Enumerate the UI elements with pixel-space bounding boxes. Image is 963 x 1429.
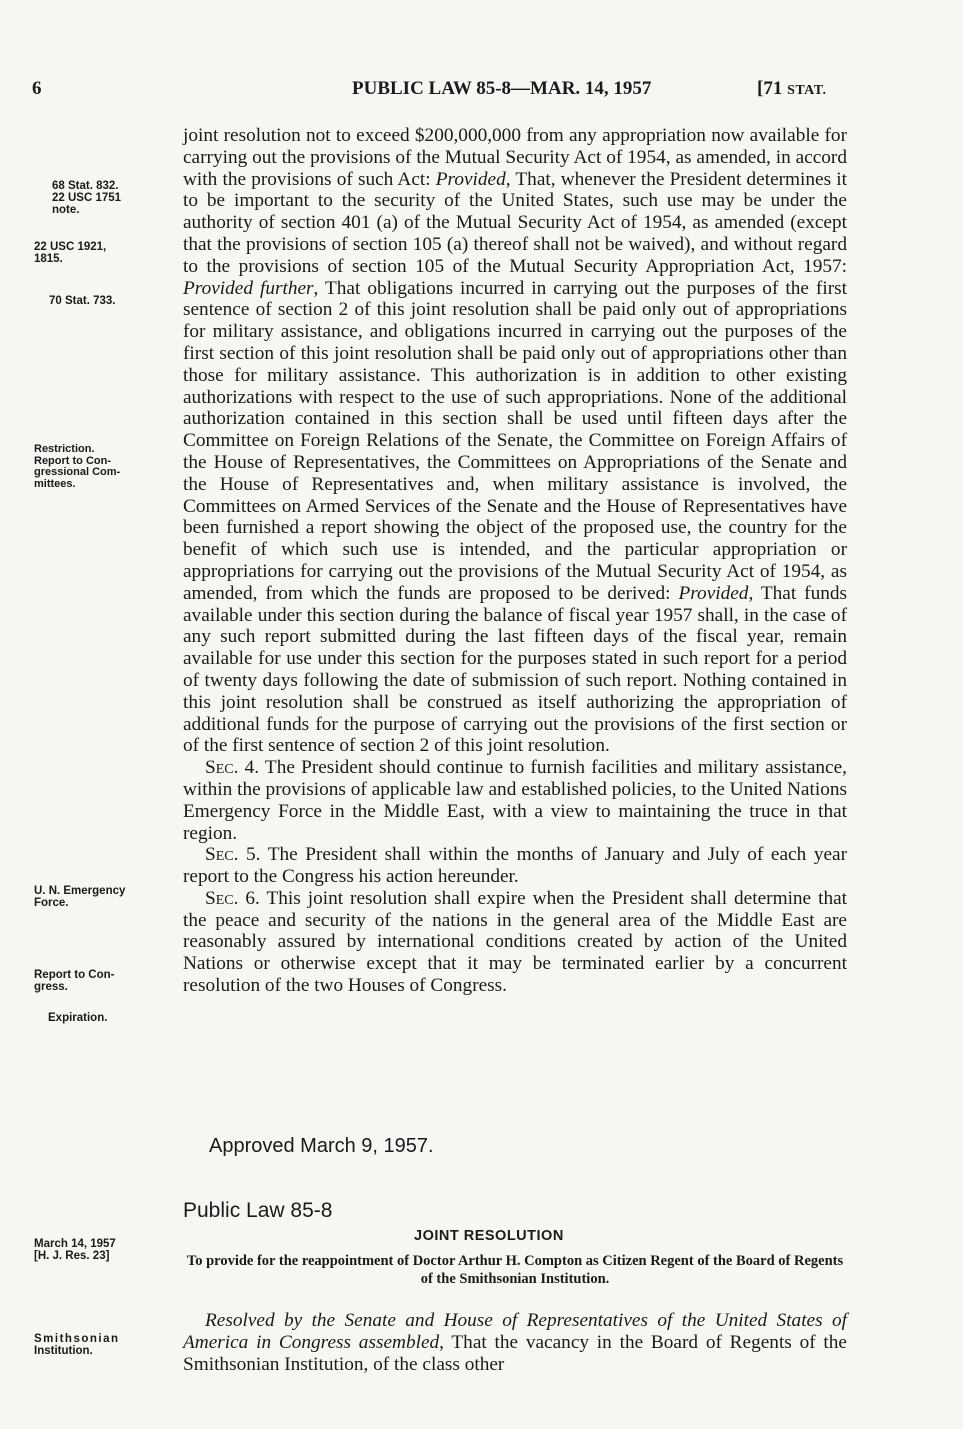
margin-note-date [34, 1238, 174, 1262]
margin-note-line: Smithsonian [34, 1333, 120, 1345]
margin-note-expiration [34, 1012, 188, 1024]
enacting-clause [183, 1310, 847, 1376]
margin-note-68-stat [34, 180, 174, 216]
margin-note-line: U. N. Emergency [34, 885, 126, 897]
text-span: The President should continue to furnish facilities and military assistance, within the provisions of applicable law and established policies, to the United Nations Emergency Force in the Middle East, with a view to maintaining the truce in that region. [183, 757, 847, 844]
section-label: Sec. 5. [205, 844, 261, 866]
joint-resolution-heading: JOINT RESOLUTION [414, 1228, 564, 1244]
text-span: , That funds available under this section during the balance of fiscal year 1957 shall, in the case of any such report submitted during the last fifteen days of the fiscal year, remain available for use under this section for the purposes stated in such report for a period of twenty days following the date of submission of such report. Nothing contained in this joint resolution shall be construed as itself authorizing the appropriation of additional funds for the purpose of carrying out the provisions of the first section or of the first sentence of section 2 of this joint resolution. [183, 582, 847, 757]
margin-note-smithsonian [34, 1333, 174, 1357]
margin-note-line: 22 USC 1751 [52, 192, 122, 204]
margin-note-line: Restriction. [34, 443, 95, 455]
text-span: joint resolution not to exceed $200,000,000 from any appropriation now available for carrying out the provisions of the Mutual Security Act of 1954, as amended, in accord with the provisions of such Act: [183, 125, 847, 190]
margin-note-line: Report to Con- [34, 969, 115, 981]
section-6 [183, 888, 847, 997]
margin-note-un-force [34, 885, 174, 909]
margin-note-line: 1815. [34, 253, 63, 265]
margin-note-70-stat [34, 295, 189, 307]
approved-date: Approved March 9, 1957. [209, 1135, 434, 1157]
text-span: , That, whenever the President determines it to be important to the security of the United States, such use may be under the authority of section 401 (a) of the Mutual Security Act of 1954, as amended (except that the provisions of section 105 (a) thereof shall not be waived), and without regard to the provisions of section 105 of the Mutual Security Appropriation Act, 1957: [183, 168, 847, 277]
margin-note-line: Institution. [34, 1345, 93, 1357]
italic-provided-further: Provided further [183, 277, 314, 299]
enacting-italic: Resolved by the Senate and House of Representatives of the United States of America in Congress assembled [183, 1310, 847, 1353]
italic-provided: Provided [678, 582, 749, 604]
margin-note-line: 68 Stat. 832. [52, 180, 119, 192]
running-title: PUBLIC LAW 85-8—MAR. 14, 1957 [352, 78, 652, 99]
margin-note-line: 22 USC 1921, [34, 241, 107, 253]
margin-note-22-usc [34, 241, 174, 265]
public-law-title: Public Law 85-8 [183, 1199, 333, 1222]
volume-suffix: STAT. [787, 83, 827, 98]
continued-paragraph [183, 125, 847, 757]
margin-note-line: note. [52, 204, 80, 216]
margin-note-restriction [34, 444, 174, 490]
margin-note-line: Expiration. [48, 1012, 108, 1024]
margin-note-line: Force. [34, 897, 69, 909]
margin-note-line: gressional Com- [34, 466, 121, 478]
italic-provided: Provided [435, 168, 506, 190]
text-span: This joint resolution shall expire when the President shall determine that the peace and security of the nations in the general area of the Middle East are reasonably assured by international conditions created by action of the United Nations or otherwise except that it may be terminated earlier by a concurrent resolution of the two Houses of Congress. [183, 887, 847, 997]
text-span: , That the vacancy in the Board of Regents of the Smithsonian Institution, of the class other [183, 1332, 847, 1375]
margin-note-line: 70 Stat. 733. [49, 295, 116, 307]
enacting-paragraph [183, 1310, 847, 1376]
margin-note-line: March 14, 1957 [34, 1238, 116, 1250]
page-header [0, 78, 963, 104]
section-label: Sec. 4. [205, 757, 260, 779]
page-number: 6 [32, 78, 42, 99]
margin-note-line: Report to Con- [34, 454, 111, 467]
margin-note-line: gress. [34, 981, 68, 993]
margin-note-report-congress [34, 969, 174, 993]
margin-note-line: [H. J. Res. 23] [34, 1250, 110, 1262]
volume-prefix: [71 [757, 78, 788, 99]
section-label: Sec. 6. [205, 887, 260, 909]
text-span: , That obligations incurred in carrying out the purposes of the first sentence of section 2 of this joint resolution shall be paid only out of appropriations for military assistance, and obligations incurred in carrying out the purposes of the first section of this joint resolution shall be paid only out of appropriations other than those for military assistance. This authorization is in addition to other existing authorizations with respect to the use of such appropriations. None of the additional authorization contained in this section shall be used until fifteen days after the Committee on Foreign Relations of the Senate, the Committee on Foreign Affairs of the House of Representatives, the Committees on Appropriations of the Senate and the House of Representatives and, when military assistance is involved, the Committees on Armed Services of the Senate and the House of Representatives have been furnished a report showing the object of the proposed use, the country for the benefit of which such use is intended, and the particular appropriation or appropriations for carrying out the provisions of the Mutual Security Act of 1954, as amended, from which the funds are proposed to be derived: [183, 277, 847, 604]
main-text [183, 125, 847, 997]
text-span: The President shall within the months of January and July of each year report to the Congress his action hereunder. [183, 844, 848, 888]
margin-note-line: mittees. [34, 477, 76, 490]
volume-reference [757, 78, 827, 100]
resolution-summary: To provide for the reappointment of Doctor Arthur H. Compton as Citizen Regent of the Board of Regents of the Smithsonian Institution. [186, 1253, 844, 1287]
section-5 [183, 844, 847, 888]
section-4 [183, 757, 847, 844]
